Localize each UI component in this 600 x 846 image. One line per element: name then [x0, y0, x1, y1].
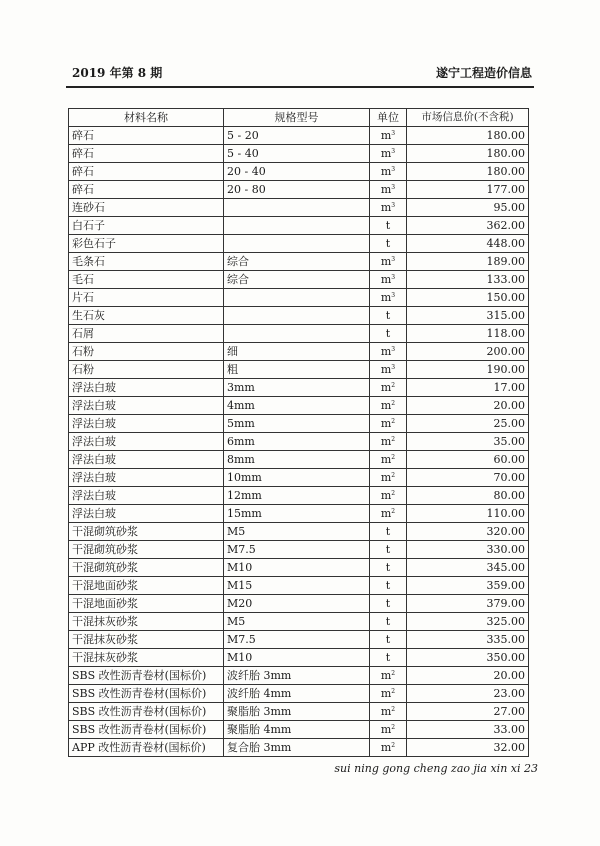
unit-exponent: 2: [391, 724, 396, 731]
spec-cell: 15mm: [224, 505, 370, 523]
material-name-cell: 片石: [69, 289, 224, 307]
unit-cell: [370, 739, 407, 757]
spec-cell: 12mm: [224, 487, 370, 505]
spec-cell: M5: [224, 523, 370, 541]
material-name-cell: 石粉: [69, 343, 224, 361]
spec-cell: 粗: [224, 361, 370, 379]
price-table: [68, 108, 529, 757]
unit-text: t: [385, 309, 391, 322]
unit-text: m: [380, 381, 392, 394]
price-cell: 80.00: [407, 487, 529, 505]
spec-cell: M5: [224, 613, 370, 631]
unit-cell: [370, 289, 407, 307]
unit-exponent: 2: [391, 436, 396, 443]
table-header-row: [69, 109, 529, 127]
material-name-cell: 干混砌筑砂浆: [69, 541, 224, 559]
material-name-cell: SBS 改性沥青卷材(国标价): [69, 721, 224, 739]
table-row: [69, 271, 529, 289]
price-cell: 23.00: [407, 685, 529, 703]
column-header-unit: 单位: [370, 109, 407, 127]
price-cell: 325.00: [407, 613, 529, 631]
price-cell: 345.00: [407, 559, 529, 577]
unit-exponent: 2: [391, 670, 396, 677]
spec-cell: 5 - 20: [224, 127, 370, 145]
price-cell: 330.00: [407, 541, 529, 559]
table-row: [69, 451, 529, 469]
price-cell: 180.00: [407, 145, 529, 163]
unit-cell: [370, 343, 407, 361]
table-row: [69, 433, 529, 451]
unit-text: m: [380, 345, 392, 358]
spec-cell: 复合胎 3mm: [224, 739, 370, 757]
unit-exponent: 3: [391, 148, 396, 155]
unit-cell: [370, 451, 407, 469]
material-name-cell: APP 改性沥青卷材(国标价): [69, 739, 224, 757]
price-cell: 177.00: [407, 181, 529, 199]
unit-cell: [370, 577, 407, 595]
unit-exponent: 2: [391, 508, 396, 515]
unit-cell: [370, 145, 407, 163]
spec-cell: [224, 307, 370, 325]
unit-cell: [370, 721, 407, 739]
spec-cell: 20 - 40: [224, 163, 370, 181]
unit-cell: [370, 433, 407, 451]
material-name-cell: 浮法白玻: [69, 469, 224, 487]
table-row: [69, 721, 529, 739]
material-name-cell: SBS 改性沥青卷材(国标价): [69, 667, 224, 685]
material-name-cell: 浮法白玻: [69, 415, 224, 433]
table-row: [69, 181, 529, 199]
table-row: [69, 361, 529, 379]
spec-cell: 聚脂胎 3mm: [224, 703, 370, 721]
unit-text: m: [380, 183, 392, 196]
table-row: [69, 469, 529, 487]
material-name-cell: 干混砌筑砂浆: [69, 523, 224, 541]
material-name-cell: 浮法白玻: [69, 433, 224, 451]
material-name-cell: 连砂石: [69, 199, 224, 217]
material-name-cell: 彩色石子: [69, 235, 224, 253]
table-row: [69, 307, 529, 325]
price-cell: 189.00: [407, 253, 529, 271]
material-name-cell: 毛石: [69, 271, 224, 289]
unit-cell: [370, 613, 407, 631]
unit-cell: [370, 469, 407, 487]
material-name-cell: SBS 改性沥青卷材(国标价): [69, 685, 224, 703]
price-cell: 133.00: [407, 271, 529, 289]
unit-text: t: [385, 219, 391, 232]
unit-exponent: 2: [391, 382, 396, 389]
unit-cell: [370, 271, 407, 289]
material-name-cell: 浮法白玻: [69, 379, 224, 397]
table-row: [69, 163, 529, 181]
unit-cell: [370, 487, 407, 505]
price-cell: 35.00: [407, 433, 529, 451]
spec-cell: 4mm: [224, 397, 370, 415]
unit-cell: [370, 325, 407, 343]
column-header-name: 材料名称: [69, 109, 224, 127]
table-row: [69, 145, 529, 163]
spec-cell: 6mm: [224, 433, 370, 451]
material-name-cell: SBS 改性沥青卷材(国标价): [69, 703, 224, 721]
table-row: [69, 253, 529, 271]
spec-cell: [224, 289, 370, 307]
unit-cell: [370, 253, 407, 271]
material-name-cell: 干混地面砂浆: [69, 577, 224, 595]
spec-cell: [224, 235, 370, 253]
unit-text: m: [380, 741, 392, 754]
material-name-cell: 浮法白玻: [69, 451, 224, 469]
spec-cell: 波纤胎 4mm: [224, 685, 370, 703]
table-row: [69, 325, 529, 343]
price-cell: 20.00: [407, 667, 529, 685]
unit-cell: [370, 703, 407, 721]
unit-cell: [370, 415, 407, 433]
table-row: [69, 505, 529, 523]
table-row: [69, 127, 529, 145]
unit-text: t: [385, 237, 391, 250]
spec-cell: 细: [224, 343, 370, 361]
issue-label: 2019 年第 8 期: [72, 66, 163, 80]
unit-exponent: 3: [391, 346, 396, 353]
price-cell: 32.00: [407, 739, 529, 757]
spec-cell: M7.5: [224, 631, 370, 649]
material-name-cell: 白石子: [69, 217, 224, 235]
spec-cell: M10: [224, 559, 370, 577]
table-row: [69, 703, 529, 721]
price-cell: 448.00: [407, 235, 529, 253]
unit-text: m: [380, 669, 392, 682]
table-body: [69, 127, 529, 757]
unit-text: m: [380, 453, 392, 466]
unit-cell: [370, 307, 407, 325]
price-cell: 180.00: [407, 163, 529, 181]
unit-exponent: 2: [391, 688, 396, 695]
page-header: [72, 64, 532, 84]
material-name-cell: 浮法白玻: [69, 397, 224, 415]
table-row: [69, 523, 529, 541]
unit-text: t: [385, 597, 391, 610]
unit-exponent: 3: [391, 130, 396, 137]
material-name-cell: 碎石: [69, 127, 224, 145]
spec-cell: M7.5: [224, 541, 370, 559]
unit-text: m: [380, 471, 392, 484]
unit-text: m: [380, 399, 392, 412]
material-name-cell: 石粉: [69, 361, 224, 379]
material-name-cell: 碎石: [69, 145, 224, 163]
table-row: [69, 343, 529, 361]
unit-cell: [370, 667, 407, 685]
spec-cell: 20 - 80: [224, 181, 370, 199]
unit-cell: [370, 595, 407, 613]
spec-cell: 综合: [224, 271, 370, 289]
price-cell: 27.00: [407, 703, 529, 721]
price-cell: 350.00: [407, 649, 529, 667]
publication-title: 遂宁工程造价信息: [435, 66, 532, 80]
spec-cell: 8mm: [224, 451, 370, 469]
unit-cell: [370, 649, 407, 667]
spec-cell: 综合: [224, 253, 370, 271]
price-cell: 25.00: [407, 415, 529, 433]
table-row: [69, 649, 529, 667]
material-name-cell: 干混抹灰砂浆: [69, 649, 224, 667]
unit-exponent: 3: [391, 292, 396, 299]
price-cell: 359.00: [407, 577, 529, 595]
table-row: [69, 541, 529, 559]
unit-text: m: [380, 687, 392, 700]
spec-cell: 10mm: [224, 469, 370, 487]
unit-text: m: [380, 489, 392, 502]
spec-cell: 3mm: [224, 379, 370, 397]
price-cell: 70.00: [407, 469, 529, 487]
table-row: [69, 631, 529, 649]
unit-exponent: 2: [391, 418, 396, 425]
unit-exponent: 3: [391, 184, 396, 191]
unit-cell: [370, 181, 407, 199]
table-row: [69, 667, 529, 685]
material-name-cell: 干混抹灰砂浆: [69, 613, 224, 631]
unit-text: m: [380, 165, 392, 178]
unit-text: t: [385, 579, 391, 592]
spec-cell: 聚脂胎 4mm: [224, 721, 370, 739]
unit-cell: [370, 631, 407, 649]
material-name-cell: 浮法白玻: [69, 505, 224, 523]
spec-cell: 波纤胎 3mm: [224, 667, 370, 685]
unit-text: m: [380, 507, 392, 520]
spec-cell: M20: [224, 595, 370, 613]
unit-cell: [370, 163, 407, 181]
material-name-cell: 石屑: [69, 325, 224, 343]
unit-text: t: [385, 615, 391, 628]
table-row: [69, 577, 529, 595]
unit-text: m: [380, 723, 392, 736]
spec-cell: [224, 199, 370, 217]
table-row: [69, 487, 529, 505]
table-row: [69, 199, 529, 217]
unit-cell: [370, 199, 407, 217]
unit-exponent: 2: [391, 706, 396, 713]
unit-text: m: [380, 255, 392, 268]
page-footer: sui ning gong cheng zao jia xin xi 23: [334, 762, 538, 775]
price-cell: 335.00: [407, 631, 529, 649]
unit-exponent: 3: [391, 256, 396, 263]
unit-cell: [370, 217, 407, 235]
table-row: [69, 739, 529, 757]
table-row: [69, 613, 529, 631]
unit-text: m: [380, 435, 392, 448]
material-name-cell: 浮法白玻: [69, 487, 224, 505]
unit-cell: [370, 541, 407, 559]
column-header-price: 市场信息价(不含税): [407, 109, 529, 127]
unit-exponent: 2: [391, 400, 396, 407]
unit-exponent: 3: [391, 364, 396, 371]
table-row: [69, 685, 529, 703]
unit-exponent: 2: [391, 472, 396, 479]
unit-text: t: [385, 651, 391, 664]
header-rule: [66, 86, 534, 88]
spec-cell: M10: [224, 649, 370, 667]
unit-text: m: [380, 705, 392, 718]
unit-cell: [370, 523, 407, 541]
price-cell: 17.00: [407, 379, 529, 397]
unit-cell: [370, 685, 407, 703]
unit-text: m: [380, 417, 392, 430]
material-name-cell: 毛条石: [69, 253, 224, 271]
unit-text: m: [380, 129, 392, 142]
unit-text: t: [385, 633, 391, 646]
price-cell: 110.00: [407, 505, 529, 523]
unit-cell: [370, 505, 407, 523]
table-row: [69, 595, 529, 613]
material-name-cell: 干混抹灰砂浆: [69, 631, 224, 649]
table-row: [69, 235, 529, 253]
unit-exponent: 3: [391, 274, 396, 281]
unit-text: t: [385, 525, 391, 538]
unit-text: t: [385, 543, 391, 556]
price-cell: 95.00: [407, 199, 529, 217]
price-cell: 150.00: [407, 289, 529, 307]
unit-text: t: [385, 327, 391, 340]
price-cell: 180.00: [407, 127, 529, 145]
unit-text: m: [380, 201, 392, 214]
price-cell: 362.00: [407, 217, 529, 235]
unit-exponent: 3: [391, 202, 396, 209]
spec-cell: 5 - 40: [224, 145, 370, 163]
table-row: [69, 397, 529, 415]
table-row: [69, 415, 529, 433]
price-cell: 200.00: [407, 343, 529, 361]
price-cell: 190.00: [407, 361, 529, 379]
unit-text: m: [380, 147, 392, 160]
material-name-cell: 碎石: [69, 163, 224, 181]
material-name-cell: 碎石: [69, 181, 224, 199]
unit-exponent: 2: [391, 454, 396, 461]
price-cell: 33.00: [407, 721, 529, 739]
table-row: [69, 217, 529, 235]
spec-cell: M15: [224, 577, 370, 595]
unit-cell: [370, 559, 407, 577]
column-header-spec: 规格型号: [224, 109, 370, 127]
price-cell: 20.00: [407, 397, 529, 415]
price-cell: 379.00: [407, 595, 529, 613]
unit-text: t: [385, 561, 391, 574]
table-row: [69, 379, 529, 397]
spec-cell: [224, 325, 370, 343]
price-cell: 315.00: [407, 307, 529, 325]
unit-cell: [370, 361, 407, 379]
table-row: [69, 559, 529, 577]
unit-exponent: 2: [391, 742, 396, 749]
material-name-cell: 干混地面砂浆: [69, 595, 224, 613]
unit-text: m: [380, 273, 392, 286]
price-cell: 60.00: [407, 451, 529, 469]
unit-cell: [370, 235, 407, 253]
table-row: [69, 289, 529, 307]
unit-cell: [370, 397, 407, 415]
material-name-cell: 干混砌筑砂浆: [69, 559, 224, 577]
price-cell: 320.00: [407, 523, 529, 541]
material-name-cell: 生石灰: [69, 307, 224, 325]
unit-exponent: 3: [391, 166, 396, 173]
spec-cell: 5mm: [224, 415, 370, 433]
unit-text: m: [380, 291, 392, 304]
price-cell: 118.00: [407, 325, 529, 343]
unit-cell: [370, 127, 407, 145]
unit-cell: [370, 379, 407, 397]
unit-exponent: 2: [391, 490, 396, 497]
spec-cell: [224, 217, 370, 235]
unit-text: m: [380, 363, 392, 376]
